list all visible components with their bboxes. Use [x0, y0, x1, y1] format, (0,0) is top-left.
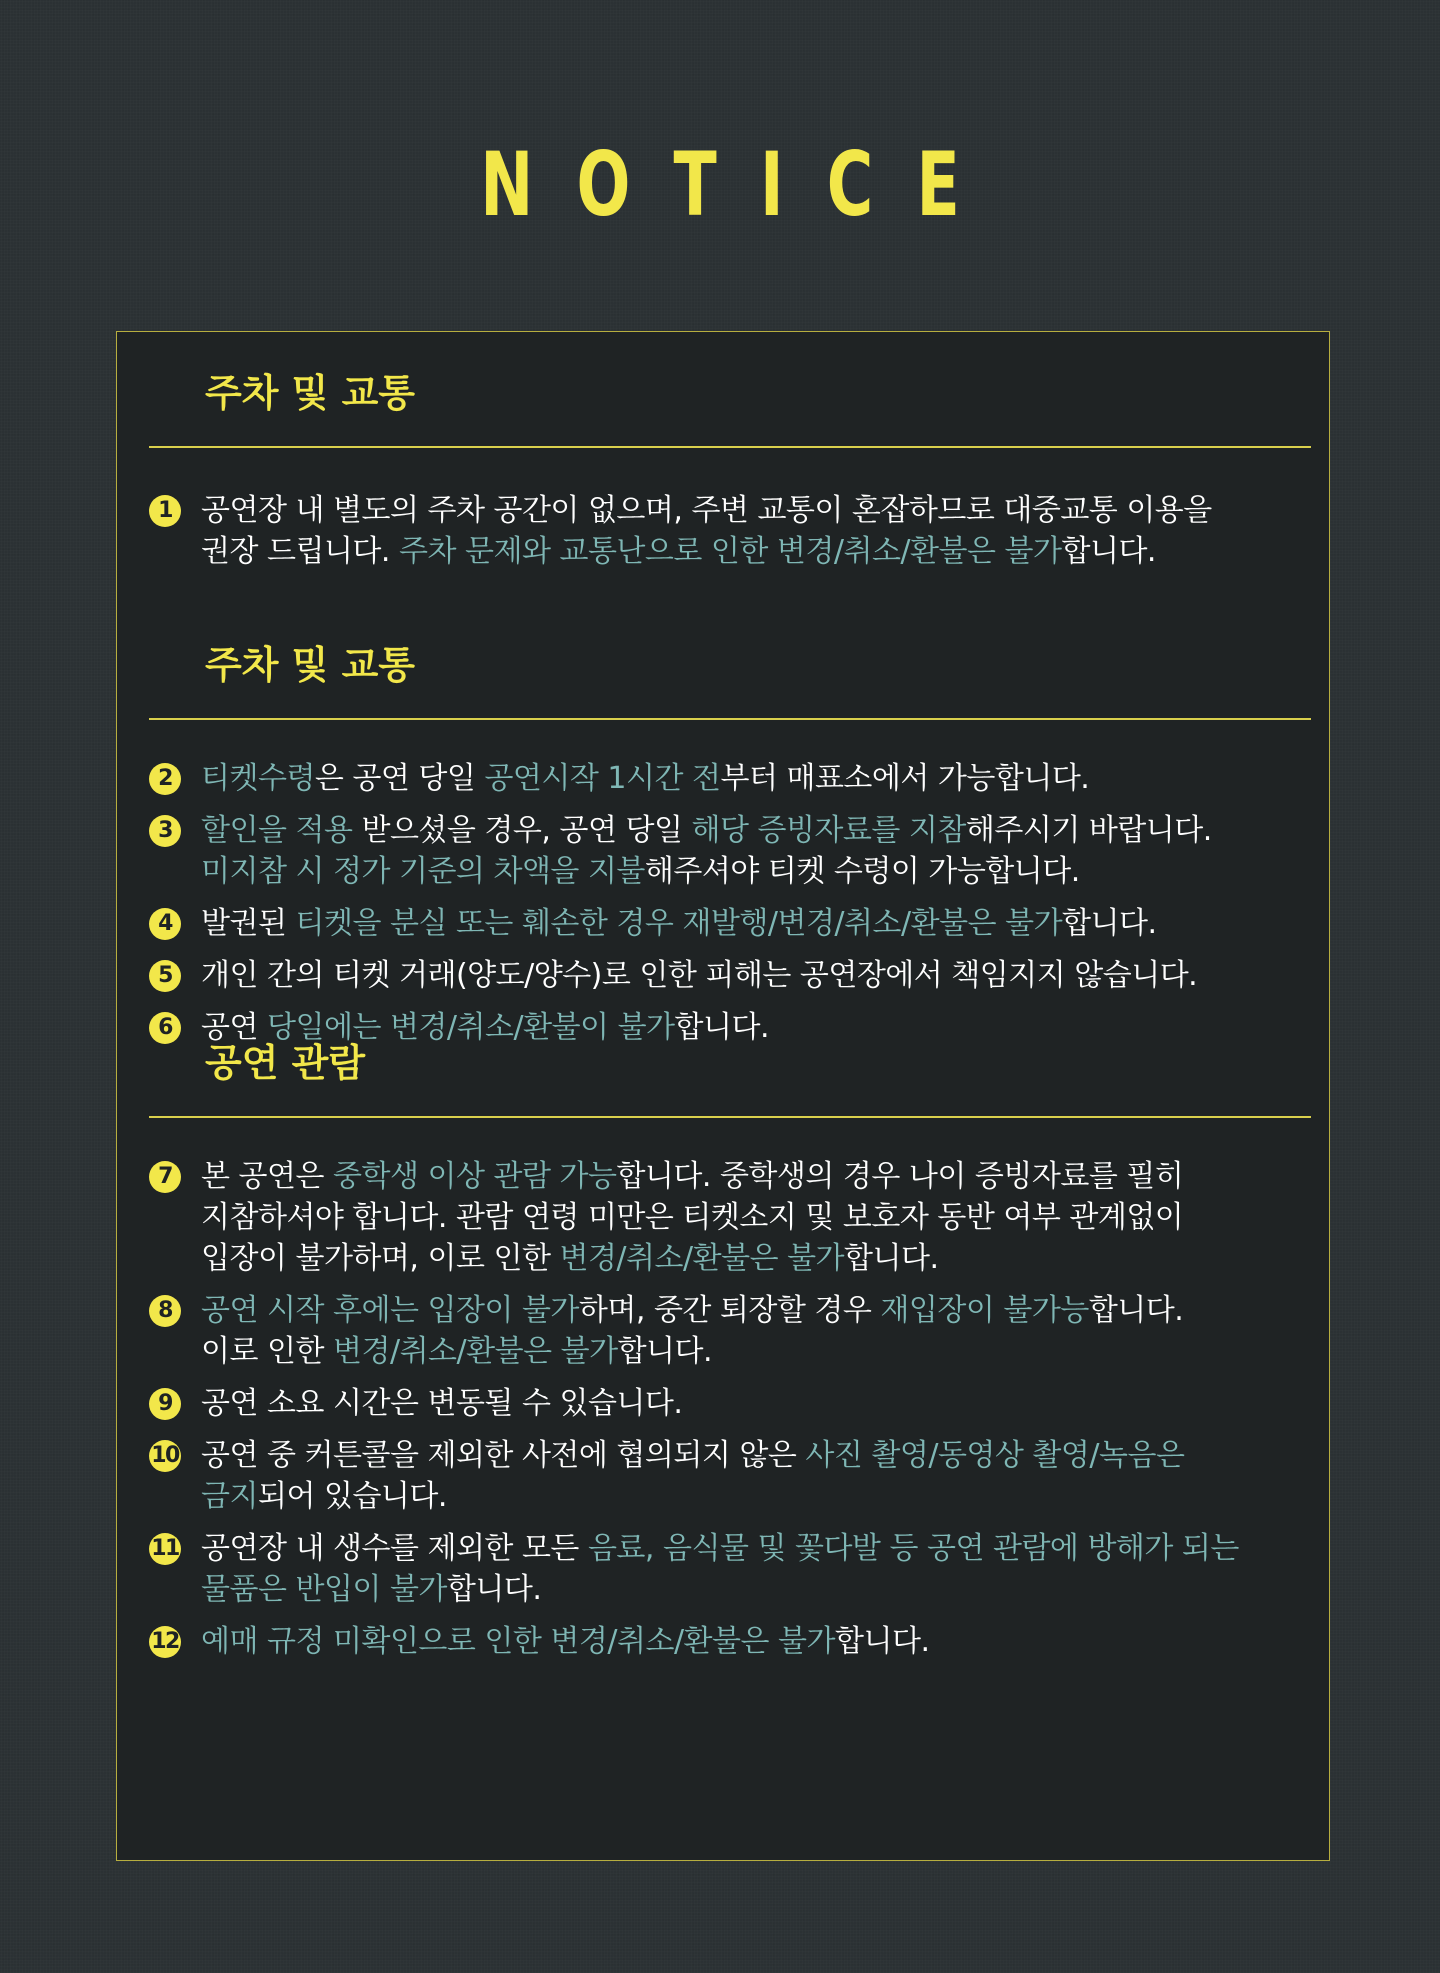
- item-text: 부터 매표소에서 가능합니다.: [720, 761, 1090, 796]
- section-parking-traffic: [149, 368, 1311, 583]
- highlighted-text: 미지참 시 정가 기준의 차액을 지불: [201, 854, 645, 889]
- highlighted-text: 공연시작 1시간 전: [484, 761, 721, 796]
- item-text: 발권된: [201, 906, 296, 941]
- highlighted-text: 중학생 이상 관람 가능: [333, 1159, 617, 1194]
- highlighted-text: 공연 시작 후에는 입장이 불가: [201, 1293, 579, 1328]
- section-divider: [149, 1116, 1311, 1118]
- item-text: 공연장 내 별도의 주차 공간이 없으며, 주변 교통이 혼잡하므로 대중교통 이용을: [201, 493, 1212, 528]
- item-number-badge: 4: [149, 908, 181, 940]
- item-text: 공연: [201, 1010, 267, 1045]
- notice-item: [149, 1383, 1311, 1424]
- highlighted-text: 사진 촬영/동영상 촬영/녹음은: [805, 1438, 1185, 1473]
- item-text: 하며, 중간 퇴장할 경우: [578, 1293, 881, 1328]
- notice-panel: [116, 331, 1330, 1861]
- notice-item: [149, 903, 1311, 944]
- item-text: 은 공연 당일: [314, 761, 485, 796]
- item-text: 공연 중 커튼콜을 제외한 사전에 협의되지 않은: [201, 1438, 806, 1473]
- highlighted-text: 재입장이 불가능: [880, 1293, 1089, 1328]
- notice-item: [149, 955, 1311, 996]
- item-number-badge: 2: [149, 763, 181, 795]
- notice-item: [149, 758, 1311, 799]
- item-text: 개인 간의 티켓 거래(양도/양수)로 인한 피해는 공연장에서 책임지지 않습니다.: [201, 958, 1198, 993]
- item-text: 본 공연은: [201, 1159, 333, 1194]
- notice-item: [149, 1156, 1311, 1279]
- highlighted-text: 물품은 반입이 불가: [201, 1572, 447, 1607]
- item-number-badge: 12: [149, 1626, 181, 1658]
- highlighted-text: 음료, 음식물 및 꽃다발 등 공연 관람에 방해가 되는: [587, 1531, 1239, 1566]
- highlighted-text: 해당 증빙자료를 지참: [691, 813, 966, 848]
- item-text: 합니다.: [1061, 534, 1156, 569]
- item-number-badge: 8: [149, 1295, 181, 1327]
- section-title: 주차 및 교통: [205, 643, 415, 687]
- item-text: 합니다.: [1088, 1293, 1184, 1328]
- notice-item: [149, 1621, 1311, 1662]
- item-text: 받으셨을 경우, 공연 당일: [352, 813, 692, 848]
- highlighted-text: 변경/취소/환불은 불가: [333, 1334, 618, 1369]
- notice-list: [149, 758, 1311, 1048]
- item-number-badge: 10: [149, 1440, 181, 1472]
- highlighted-text: 주차 문제와 교통난으로 인한 변경/취소/환불은 불가: [399, 534, 1062, 569]
- highlighted-text: 티켓을 분실 또는 훼손한 경우 재발행/변경/취소/환불은 불가: [295, 906, 1063, 941]
- notice-item: [149, 1528, 1311, 1610]
- item-number-badge: 1: [149, 495, 181, 527]
- highlighted-text: 예매 규정 미확인으로 인한 변경/취소/환불은 불가: [201, 1624, 835, 1659]
- section-divider: [149, 718, 1311, 720]
- highlighted-text: 당일에는 변경/취소/환불이 불가: [267, 1010, 675, 1045]
- highlighted-text: 티켓수령: [201, 761, 315, 796]
- notice-item: [149, 490, 1311, 572]
- item-text: 해주시기 바랍니다.: [965, 813, 1212, 848]
- item-text: 지참하셔야 합니다. 관람 연령 미만은 티켓소지 및 보호자 동반 여부 관계없이: [201, 1200, 1184, 1235]
- notice-list: [149, 1156, 1311, 1662]
- section-title: 주차 및 교통: [205, 371, 415, 415]
- item-text: 합니다.: [1062, 906, 1157, 941]
- notice-item: [149, 1290, 1311, 1372]
- item-text: 합니다.: [835, 1624, 930, 1659]
- item-number-badge: 5: [149, 960, 181, 992]
- item-number-badge: 3: [149, 815, 181, 847]
- section-ticket-guide: [149, 640, 1311, 1059]
- section-viewing: [149, 1038, 1311, 1673]
- item-text: 권장 드립니다.: [201, 534, 399, 569]
- section-divider: [149, 446, 1311, 448]
- notice-list: [149, 490, 1311, 572]
- item-number-badge: 11: [149, 1533, 181, 1565]
- item-number-badge: 6: [149, 1012, 181, 1044]
- item-text: 공연장 내 생수를 제외한 모든: [201, 1531, 588, 1566]
- item-text: 되어 있습니다.: [257, 1479, 447, 1514]
- item-text: 합니다. 중학생의 경우 나이 증빙자료를 필히: [616, 1159, 1184, 1194]
- item-number-badge: 7: [149, 1161, 181, 1193]
- item-text: 공연 소요 시간은 변동될 수 있습니다.: [201, 1386, 683, 1421]
- section-title: 공연 관람: [205, 1041, 366, 1085]
- item-text: 이로 인한: [201, 1334, 333, 1369]
- item-number-badge: 9: [149, 1388, 181, 1420]
- page-title: NOTICE: [480, 133, 1003, 236]
- item-text: 합니다.: [844, 1241, 939, 1276]
- notice-item: [149, 1435, 1311, 1517]
- item-text: 합니다.: [617, 1334, 713, 1369]
- item-text: 해주셔야 티켓 수령이 가능합니다.: [644, 854, 1080, 889]
- highlighted-text: 할인을 적용: [201, 813, 353, 848]
- item-text: 합니다.: [446, 1572, 542, 1607]
- highlighted-text: 변경/취소/환불은 불가: [559, 1241, 845, 1276]
- notice-item: [149, 810, 1311, 892]
- item-text: 합니다.: [674, 1010, 770, 1045]
- item-text: 입장이 불가하며, 이로 인한: [201, 1241, 560, 1276]
- highlighted-text: 금지: [201, 1479, 258, 1514]
